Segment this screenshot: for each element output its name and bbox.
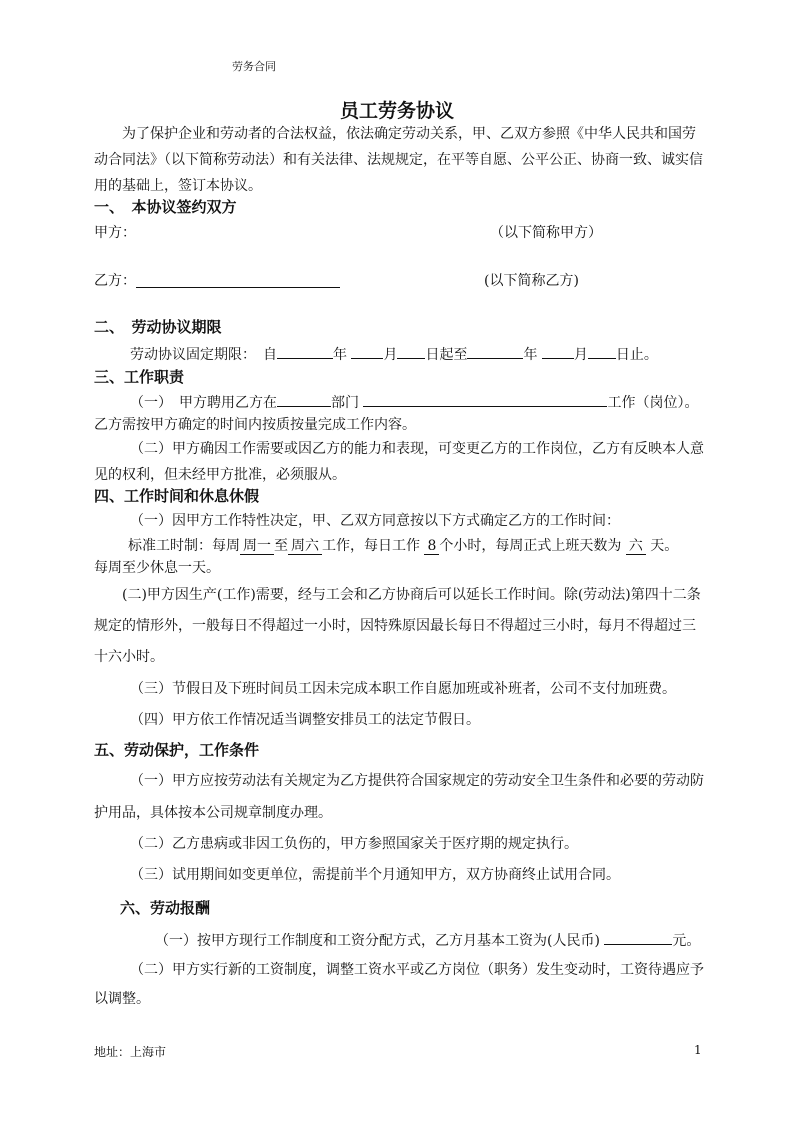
year-label: 年 <box>333 347 347 363</box>
salary-p2: （二）甲方实行新的工资制度，调整工资水平或乙方岗位（职务）发生变动时，工资待遇应予以调整。 <box>94 962 704 1007</box>
salary-line <box>155 928 700 950</box>
hours-value[interactable]: 8 <box>424 538 439 555</box>
start-day-blank[interactable] <box>397 342 425 359</box>
duty-p2: （二）甲方确因工作需要或因乙方的能力和表现，可变更乙方的工作岗位，乙方有反映本人意见的权利，但未经甲方批准，必须服从。 <box>94 441 704 483</box>
end-year-blank[interactable] <box>467 342 523 359</box>
party-b-blank[interactable] <box>136 270 340 288</box>
year-label-2: 年 <box>523 347 538 363</box>
department-blank[interactable] <box>277 390 331 407</box>
month-label-2: 月 <box>573 347 588 363</box>
protection-p1: （一）甲方应按劳动法有关规定为乙方提供符合国家规定的劳动安全卫生条件和必要的劳动防护用品，具体按本公司规章制度办理。 <box>94 773 704 821</box>
std-a: 标准工时制：每周 <box>128 538 240 554</box>
duty-p1d: 乙方需按甲方确定的时间内按质按量完成工作内容。 <box>94 417 416 433</box>
salary-p1b: 元。 <box>672 933 701 949</box>
term-line <box>130 342 658 364</box>
section-4-heading: 四、工作时间和休息休假 <box>94 487 260 505</box>
duty-p1c: 工作（岗位）。 <box>607 395 699 411</box>
worktime-p3: （三）节假日及下班时间员工因未完成本职工作自愿加班或补班者，公司不支付加班费。 <box>130 681 676 697</box>
section-2-heading: 二、 劳动协议期限 <box>94 318 222 336</box>
end-month-blank[interactable] <box>542 342 574 359</box>
from-label: 日起至 <box>425 347 468 363</box>
std-to: 至 <box>274 538 288 554</box>
protection-p2: （二）乙方患病或非因工负伤的，甲方参照国家关于医疗期的规定执行。 <box>130 836 578 852</box>
std-c: 个小时，每周正式上班天数为 <box>439 538 622 554</box>
worktime-p2: (二)甲方因生产(工作)需要，经与工会和乙方协商后可以延长工作时间。除(劳动法)第四十二条规定的情形外，一般每日不得超过一小时，因特殊原因最长每日不得超过三小时，每月不得超过三十六小时。 <box>94 587 701 665</box>
std-d: 天。 <box>650 538 679 554</box>
document-title: 员工劳务协议 <box>339 100 454 122</box>
party-a-note: （以下简称甲方） <box>490 225 602 241</box>
start-year-blank[interactable] <box>277 342 333 359</box>
duty-p1a: （一） 甲方聘用乙方在 <box>130 395 277 411</box>
month-label: 月 <box>383 347 398 363</box>
std-e: 每周至少休息一天。 <box>94 560 220 576</box>
salary-blank[interactable] <box>604 928 672 945</box>
days-value[interactable]: 六 <box>626 538 646 555</box>
start-month-blank[interactable] <box>351 342 383 359</box>
footer-address: 地址：上海市 <box>94 1045 167 1059</box>
standard-hours-line <box>128 535 678 555</box>
party-a-label: 甲方： <box>94 225 136 241</box>
std-b: 工作，每日工作 <box>322 538 420 554</box>
end-label: 日止。 <box>615 347 658 363</box>
duty-line <box>130 390 698 412</box>
section-5-heading: 五、劳动保护，工作条件 <box>94 741 260 759</box>
party-b-label: 乙方： <box>94 273 136 289</box>
worktime-p4: （四）甲方依工作情况适当调整安排员工的法定节假日。 <box>130 712 480 728</box>
party-b-note: (以下简称乙方) <box>484 273 579 289</box>
section-6-heading: 六、劳动报酬 <box>120 899 211 917</box>
salary-p1a: （一）按甲方现行工作制度和工资分配方式，乙方月基本工资为(人民币) <box>155 933 600 949</box>
position-blank[interactable] <box>363 390 607 407</box>
protection-p3: （三）试用期间如变更单位，需提前半个月通知甲方，双方协商终止试用合同。 <box>130 867 620 883</box>
duty-p1b: 部门 <box>331 395 359 411</box>
day-to-value[interactable]: 周六 <box>288 538 322 555</box>
page-header: 劳务合同 <box>232 60 276 73</box>
worktime-p1: （一）因甲方工作特性决定，甲、乙双方同意按以下方式确定乙方的工作时间： <box>130 513 620 529</box>
section-1-heading: 一、 本协议签约双方 <box>94 198 237 216</box>
term-label: 劳动协议固定期限： 自 <box>130 347 277 363</box>
intro-paragraph: 为了保护企业和劳动者的合法权益，依法确定劳动关系，甲、乙双方参照《中华人民共和国劳动合同法》（以下简称劳动法）和有关法律、法规规定，在平等自愿、公平公正、协商一致、诚实信用的基础上，签订本协议。 <box>94 126 703 194</box>
day-from-value[interactable]: 周一 <box>240 538 274 555</box>
end-day-blank[interactable] <box>588 342 616 359</box>
page-number: 1 <box>694 1043 702 1057</box>
section-3-heading: 三、工作职责 <box>94 368 185 386</box>
